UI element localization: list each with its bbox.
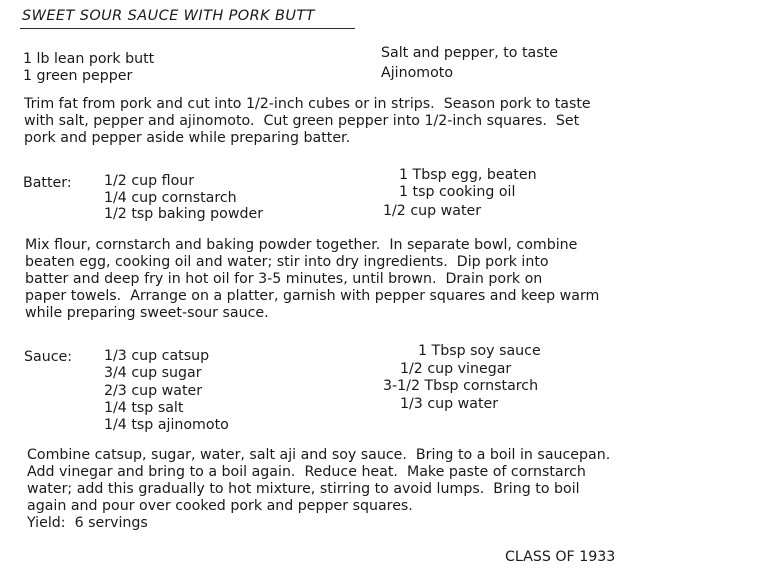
sauce-item: 1/3 cup water bbox=[400, 396, 499, 412]
sauce-item: 1/4 tsp ajinomoto bbox=[104, 417, 229, 433]
sauce-step-line: water; add this gradually to hot mixture, stirring to avoid lumps. Bring to boil bbox=[27, 481, 580, 497]
recipe-title: SWEET SOUR SAUCE WITH PORK BUTT bbox=[22, 8, 315, 24]
intro-line: pork and pepper aside while preparing batter. bbox=[24, 130, 351, 146]
batter-item: 1/2 cup flour bbox=[104, 173, 195, 189]
batter-step-line: batter and deep fry in hot oil for 3-5 minutes, until brown. Drain pork on bbox=[25, 271, 543, 287]
sauce-label: Sauce: bbox=[24, 349, 73, 365]
batter-step-line: while preparing sweet-sour sauce. bbox=[25, 305, 269, 321]
sauce-item: 1/2 cup vinegar bbox=[400, 361, 512, 377]
batter-item: 1/4 cup cornstarch bbox=[104, 190, 237, 206]
intro-line: Trim fat from pork and cut into 1/2-inch cubes or in strips. Season pork to taste bbox=[24, 96, 591, 112]
batter-label: Batter: bbox=[23, 175, 72, 191]
yield-line: Yield: 6 servings bbox=[27, 515, 148, 531]
sauce-steps-paragraph bbox=[27, 447, 757, 532]
batter-step-line: beaten egg, cooking oil and water; stir into dry ingredients. Dip pork into bbox=[25, 254, 549, 270]
batter-item: 1/2 cup water bbox=[383, 203, 482, 219]
intro-line: with salt, pepper and ajinomoto. Cut green pepper into 1/2-inch squares. Set bbox=[24, 113, 580, 129]
batter-steps-paragraph bbox=[25, 237, 755, 322]
sauce-step-line: Add vinegar and bring to a boil again. Reduce heat. Make paste of cornstarch bbox=[27, 464, 586, 480]
sauce-item: 1/3 cup catsup bbox=[104, 348, 210, 364]
batter-item: 1 Tbsp egg, beaten bbox=[399, 167, 537, 183]
sauce-step-line: again and pour over cooked pork and pepper squares. bbox=[27, 498, 413, 514]
sauce-item: 3-1/2 Tbsp cornstarch bbox=[383, 378, 539, 394]
sauce-item: 2/3 cup water bbox=[104, 383, 203, 399]
ingredient-ajinomoto: Ajinomoto bbox=[381, 65, 454, 81]
sauce-step-line: Combine catsup, sugar, water, salt aji and soy sauce. Bring to a boil in saucepan. bbox=[27, 447, 611, 463]
intro-paragraph bbox=[24, 96, 754, 147]
title-underline bbox=[20, 28, 355, 29]
sauce-item: 1 Tbsp soy sauce bbox=[418, 343, 541, 359]
batter-item: 1/2 tsp baking powder bbox=[104, 206, 264, 222]
ingredient-pepper: 1 green pepper bbox=[23, 68, 133, 84]
batter-step-line: paper towels. Arrange on a platter, garnish with pepper squares and keep warm bbox=[25, 288, 600, 304]
sauce-item: 1/4 tsp salt bbox=[104, 400, 184, 416]
ingredient-pork: 1 lb lean pork butt bbox=[23, 51, 155, 67]
batter-step-line: Mix flour, cornstarch and baking powder together. In separate bowl, combine bbox=[25, 237, 578, 253]
sauce-item: 3/4 cup sugar bbox=[104, 365, 202, 381]
ingredient-salt-pepper: Salt and pepper, to taste bbox=[381, 45, 558, 61]
credit-line: CLASS OF 1933 bbox=[505, 549, 616, 565]
batter-item: 1 tsp cooking oil bbox=[399, 184, 516, 200]
